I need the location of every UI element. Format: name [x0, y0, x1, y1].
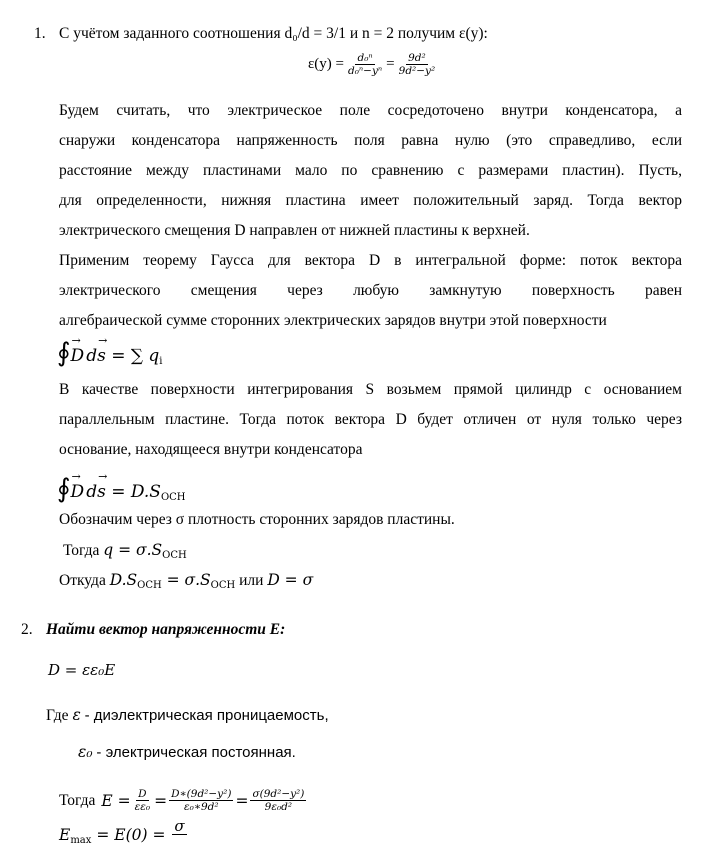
- e-frac2-numerator: D∗(9d²−y²): [171, 788, 232, 800]
- whence-subscript-1: OCH: [137, 580, 162, 591]
- charge-formula: q = σ.S: [103, 541, 163, 559]
- vector-d: → D: [71, 482, 85, 502]
- where-eps-line: [46, 706, 329, 725]
- epsilon-symbol: ε: [72, 706, 81, 724]
- sigma-definition: Обозначим через σ плотность сторонних зарядов пластины.: [59, 511, 455, 528]
- emax-subscript: max: [70, 835, 92, 846]
- text-line: снаружи конденсатора напряженность поля равна нулю (это справедливо, если: [59, 132, 682, 149]
- text-line: расстояние между пластинами мало по сравнению с размерами пластин). Пусть,: [59, 162, 682, 179]
- e-frac2-denominator: ε₀∗9d²: [183, 801, 219, 813]
- emax-frac: [172, 818, 186, 835]
- whence-formula-2: = σ.S: [161, 571, 211, 589]
- field-e-formula: Тогда E = $\frac{D}{\text{εε₀}}$ = $\frac{\text{D∗(9d²−y²)}}{\text{ε₀∗9d²}}$ = $\frac{\text{σ(9d²−y²)}}{\text{9ε₀d²}}$: [59, 788, 305, 813]
- item1-intro: С учётом заданного соотношения d₀/d = 3/1 и n = 2 получим ε(y):: [59, 25, 488, 42]
- epsilon-lhs: ε(y) =: [308, 56, 344, 72]
- whence-subscript-2: OCH: [210, 580, 236, 591]
- d-relation: D = εε₀E: [48, 661, 116, 679]
- frac1-denominator: d₀ⁿ−yⁿ: [348, 65, 383, 77]
- vector-s: → s: [97, 346, 106, 366]
- e-frac1: [133, 788, 152, 813]
- epsilon0-description: - электрическая постоянная.: [96, 744, 296, 761]
- whence-formula-1: D.S: [109, 571, 138, 589]
- epsilon-formula: [308, 52, 439, 77]
- frac2-denominator: 9d²−y²: [398, 65, 436, 77]
- where-label: Где: [46, 707, 69, 724]
- whence-formula-3: D = σ: [267, 571, 314, 589]
- e-frac1-numerator: D: [138, 788, 147, 800]
- list-number-2: 2.: [21, 621, 33, 638]
- e-frac3: [250, 788, 306, 813]
- text-line: параллельным пластине. Тогда поток вектора D будет отличен от нуля только через: [59, 411, 682, 428]
- emax-formula: [59, 817, 189, 846]
- e-frac2: [169, 788, 233, 813]
- gauss-rhs: = ∑ q: [111, 346, 160, 366]
- frac2-numerator: 9d²: [408, 52, 426, 64]
- vector-d: → D: [71, 346, 85, 366]
- text-line: Будем считать, что электрическое поле сосредоточено внутри конденсатора, а: [59, 102, 682, 119]
- vector-s: → s: [97, 482, 106, 502]
- then-label: Тогда: [63, 542, 100, 559]
- flux-rhs: = D.S: [111, 482, 161, 502]
- e-frac3-numerator: σ(9d²−y²): [252, 788, 305, 800]
- gauss-subscript: i: [159, 356, 163, 367]
- frac1-numerator: d₀ⁿ: [357, 52, 373, 64]
- text-line: электрического смещения через любую замкнутую поверхность равен: [59, 282, 682, 299]
- text-line: электрического смещения D направлен от нижней пластины к верхней.: [59, 222, 530, 239]
- flux-subscript: OCH: [160, 492, 186, 503]
- epsilon-frac1: [346, 52, 384, 77]
- contour-integral-symbol: ∮: [57, 338, 71, 368]
- text-line: В качестве поверхности интегрирования S возьмем прямой цилиндр с основанием: [59, 381, 682, 398]
- list-number-1: 1.: [34, 25, 46, 42]
- contour-integral-symbol: ∮: [57, 474, 71, 504]
- emax-numerator: σ: [174, 817, 185, 835]
- e-frac1-denominator: εε₀: [134, 801, 151, 813]
- eps0-line: [78, 743, 296, 762]
- whence-label: Откуда: [59, 572, 106, 589]
- e-lhs: E =: [101, 791, 131, 810]
- paragraph-gauss: [59, 246, 682, 336]
- then-label-2: Тогда: [59, 791, 96, 809]
- epsilon-description: - диэлектрическая проницаемость,: [84, 707, 329, 724]
- emax-symbol: E: [59, 826, 71, 844]
- epsilon-frac2: [397, 52, 438, 77]
- epsilon-eq: =: [386, 56, 395, 72]
- section-heading-field-vector: Найти вектор напряженности E:: [46, 621, 286, 638]
- charge-subscript: OCH: [162, 550, 187, 561]
- e-frac3-denominator: 9ε₀d²: [264, 801, 293, 813]
- text-line: для определенности, нижняя пластина имеет положительный заряд. Тогда вектор: [59, 192, 682, 209]
- paragraph-surface: [59, 375, 682, 465]
- epsilon0-symbol: ε₀: [78, 743, 93, 761]
- flux-formula: ∮→ D $d\to s = D.S_{OCH}$: [57, 474, 186, 504]
- whence-line: [59, 571, 313, 591]
- text-line: алгебраической сумме сторонних электрических зарядов внутри этой поверхности: [59, 312, 607, 329]
- text-line: основание, находящееся внутри конденсатора: [59, 441, 363, 458]
- whence-or: или: [239, 572, 264, 589]
- emax-rest: = E(0) =: [91, 826, 166, 844]
- then-charge-line: [63, 541, 187, 561]
- paragraph-field-assumption: [59, 96, 682, 246]
- gauss-formula: ∮→ D d→ s = ∑ $q_i$: [57, 338, 163, 368]
- text-line: Применим теорему Гаусса для вектора D в интегральной форме: поток вектора: [59, 252, 682, 269]
